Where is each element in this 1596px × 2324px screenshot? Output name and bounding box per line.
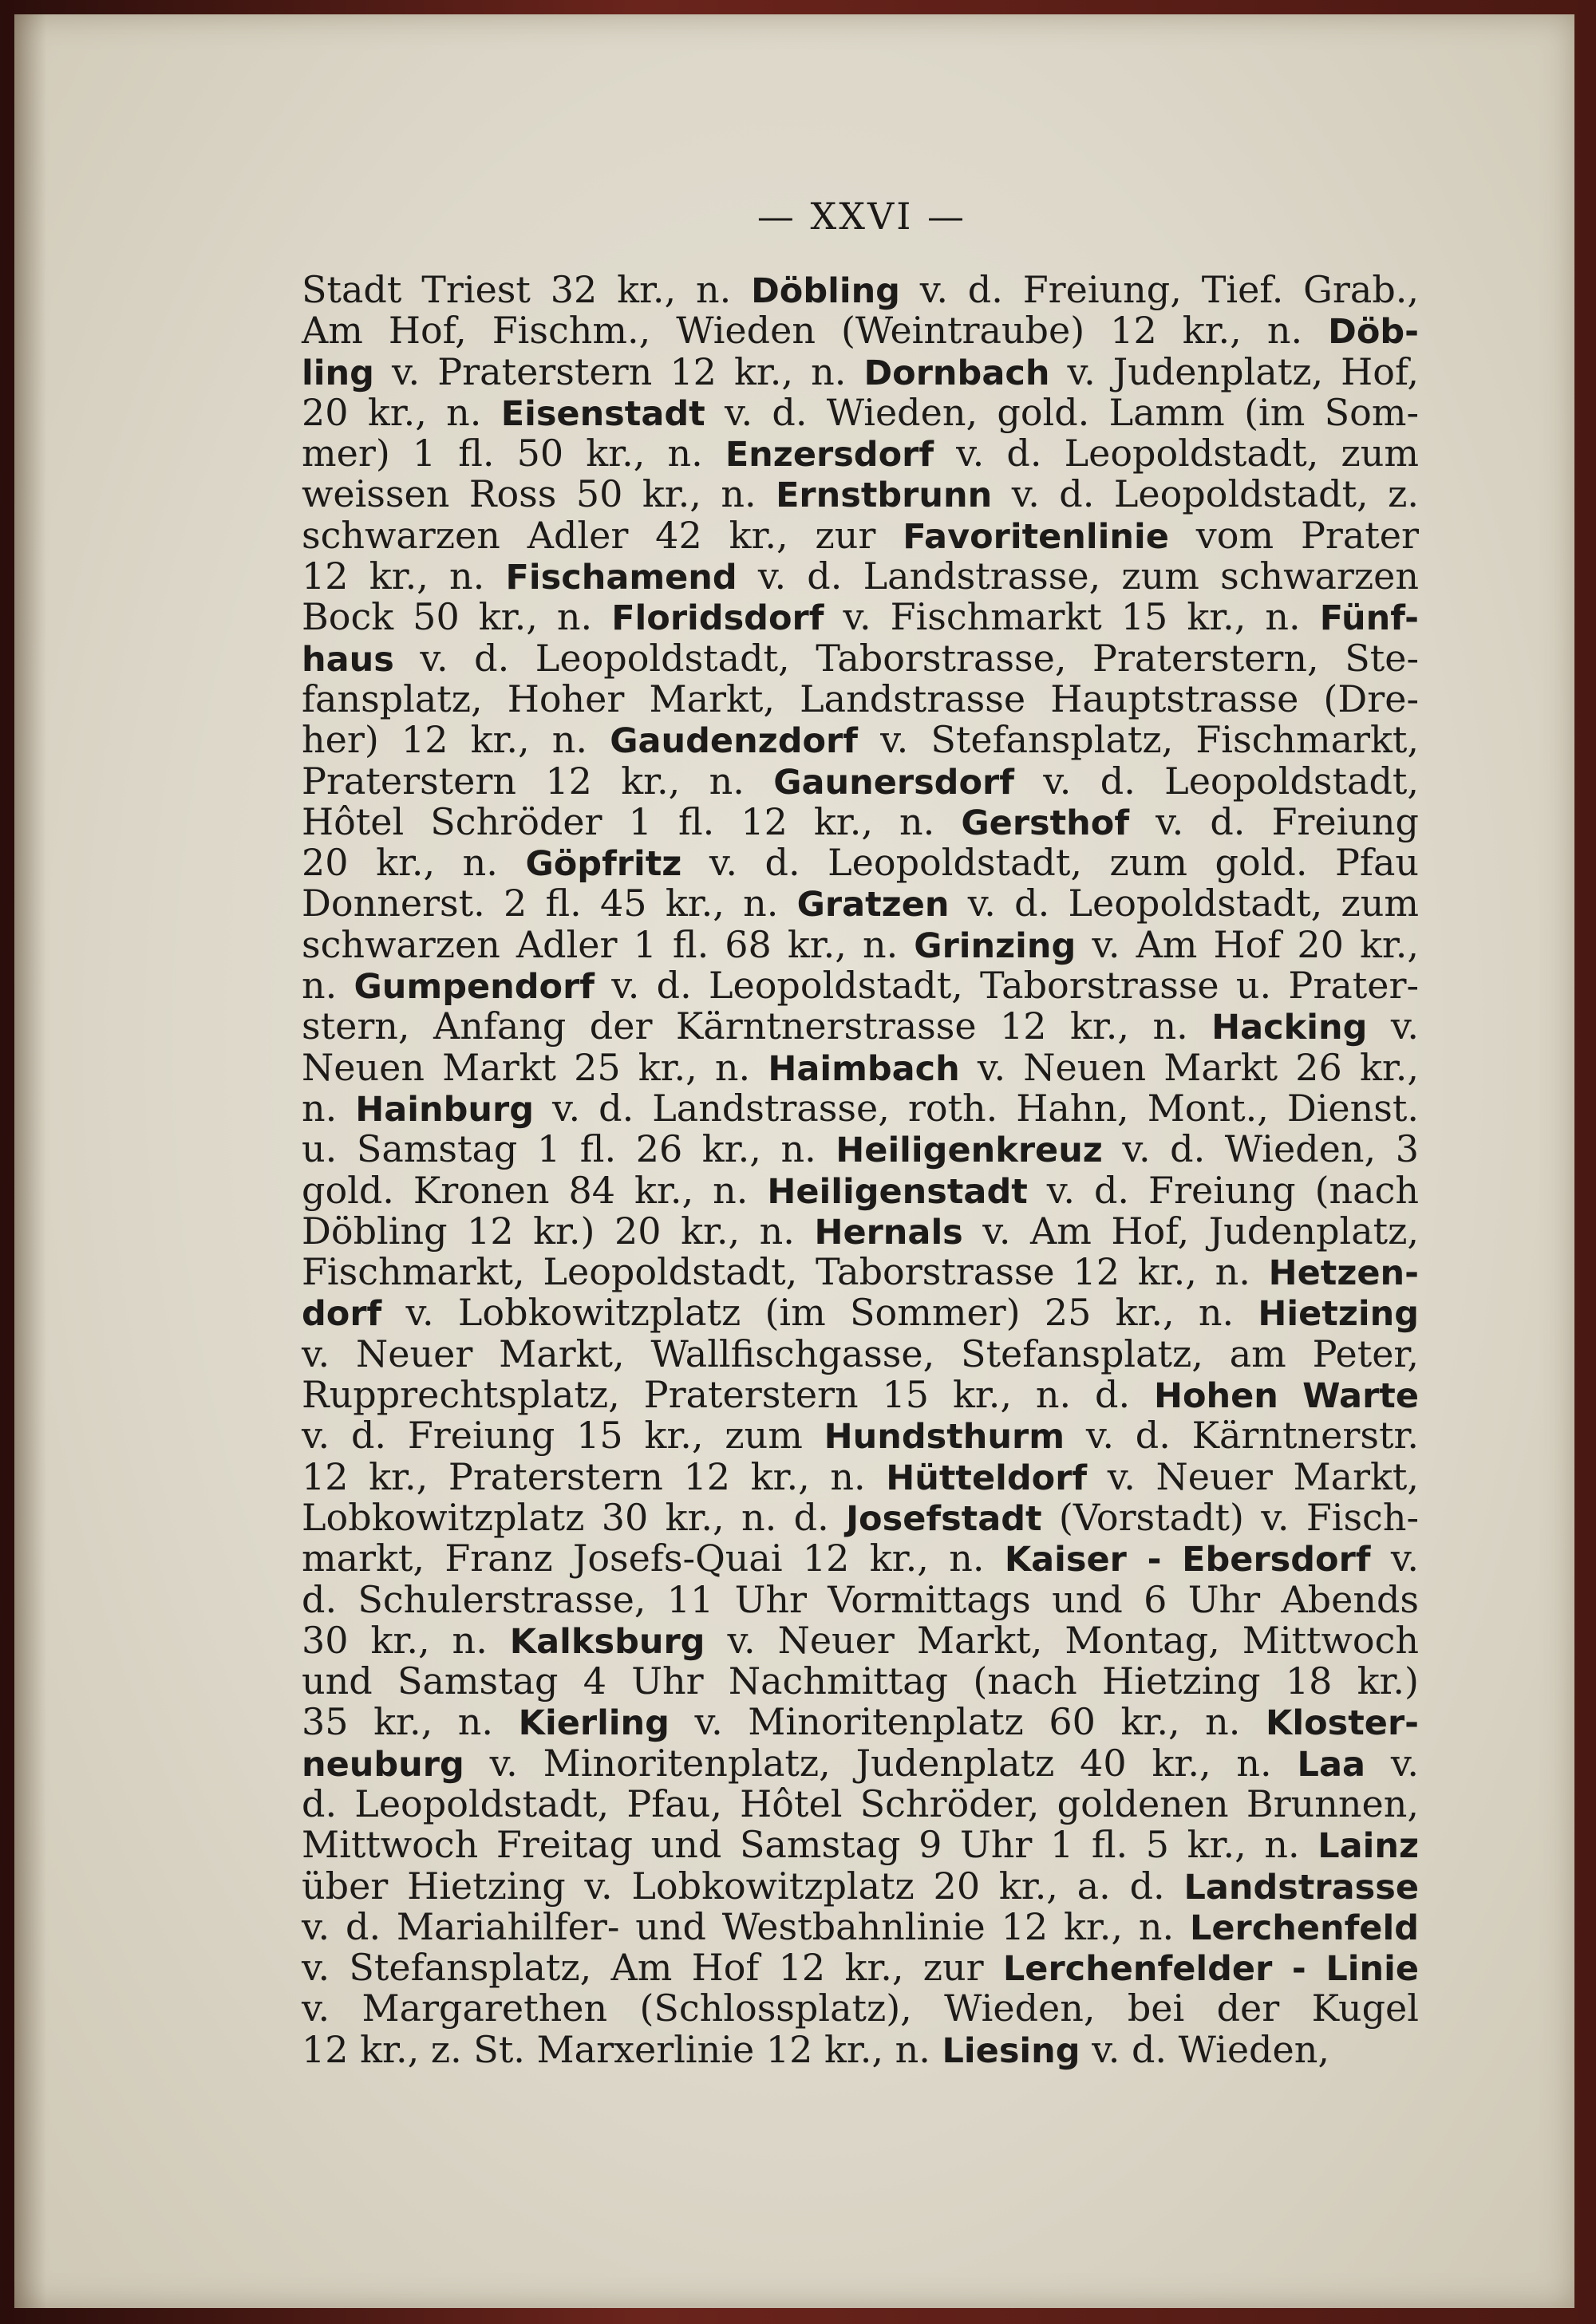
text-run: v. Lobkowitzplatz (im Sommer) 25 kr., n. [381, 1291, 1258, 1335]
text-run: v. d. Freiung [1129, 799, 1420, 843]
text-run: v. d. Leopoldstadt, zum gold. Pfau [681, 841, 1420, 885]
place-name: Hacking [1211, 1008, 1368, 1048]
text-run: Donnerst. 2 fl. 45 kr., n. [302, 882, 797, 925]
text-line [302, 842, 1419, 883]
place-name: Grinzing [914, 925, 1077, 966]
text-line [302, 1866, 1419, 1907]
text-line [302, 597, 1419, 637]
text-line [302, 1211, 1419, 1252]
text-run: v. Neuer Markt, Wallfischgasse, Stefansplatz, am Peter, [302, 1332, 1419, 1375]
text-line [302, 310, 1419, 351]
text-run: 20 kr., n. [302, 390, 501, 434]
text-run: markt, Franz Josefs-Quai 12 kr., n. [302, 1537, 1005, 1580]
text-line [302, 799, 1420, 843]
place-name: Hundsthurm [824, 1417, 1065, 1458]
text-line [302, 1781, 1419, 1825]
text-run: vom Prater [1168, 513, 1420, 557]
text-run: Döbling 12 kr.) 20 kr., n. [302, 1209, 815, 1253]
place-name: Dornbach [863, 353, 1050, 393]
text-run: v. Minoritenplatz, Judenplatz 40 kr., n. [464, 1741, 1298, 1785]
text-run: v. d. Freiung (nach [1027, 1168, 1419, 1212]
place-name: Kloster- [1266, 1703, 1419, 1744]
place-name: haus [302, 639, 394, 680]
text-run: v. Stefansplatz, Fischmarkt, [857, 718, 1419, 762]
text-run: v. d. Leopoldstadt, z. [992, 472, 1419, 516]
place-name: Gaunersdorf [773, 762, 1014, 803]
place-name: Hütteldorf [886, 1458, 1088, 1498]
text-run: v. Neuer Markt, [1087, 1454, 1420, 1498]
text-run: v. Neuer Markt, Montag, Mittwoch [705, 1618, 1419, 1662]
place-name: Lerchenfeld [1189, 1908, 1419, 1948]
text-run: Am Hof, Fischm., Wieden (Weintraube) 12 kr., n. [302, 309, 1329, 353]
text-line [302, 1045, 1419, 1089]
place-name: Gumpendorf [354, 967, 595, 1008]
text-line [302, 1375, 1419, 1415]
text-line [302, 761, 1419, 802]
text-line [302, 1088, 1419, 1129]
text-run: weissen Ross 50 kr., n. [302, 472, 776, 516]
place-name: neuburg [302, 1744, 464, 1785]
text-run: v. Am Hof, Judenplatz, [962, 1209, 1419, 1253]
place-name: Hohen Warte [1154, 1376, 1419, 1417]
text-run: n. [302, 964, 354, 1008]
text-run: d. Schulerstrasse, 11 Uhr Vormittags und 6 Uhr Abends [302, 1577, 1419, 1621]
page-gutter-shadow [14, 14, 46, 2308]
text-line [302, 1006, 1419, 1047]
text-line [302, 1988, 1419, 2029]
text-run: Fischmarkt, Leopoldstadt, Taborstrasse 12 kr., n. [302, 1250, 1269, 1294]
place-name: Fischamend [505, 558, 737, 598]
text-run: Bock 50 kr., n. [302, 595, 612, 639]
text-run: v. [1365, 1741, 1419, 1785]
text-line [302, 965, 1419, 1006]
place-name: Josefstadt [846, 1498, 1042, 1539]
text-line [302, 515, 1419, 556]
text-run: stern, Anfang der Kärntnerstrasse 12 kr., n. [302, 1004, 1212, 1048]
place-name: dorf [302, 1294, 382, 1335]
text-run: 12 kr., Praterstern 12 kr., n. [302, 1454, 887, 1498]
text-run: Lobkowitzplatz 30 kr., n. d. [302, 1495, 847, 1539]
place-name: Döbling [751, 271, 900, 311]
text-run: her) 12 kr., n. [302, 718, 610, 762]
text-run: Neuen Markt 25 kr., n. [302, 1045, 768, 1089]
place-name: Laa [1297, 1744, 1365, 1785]
page-body-text [302, 270, 1419, 2070]
text-run: v. Judenplatz, Hof, [1049, 349, 1420, 393]
text-run: über Hietzing v. Lobkowitzplatz 20 kr., a. d. [302, 1864, 1184, 1908]
place-name: Landstrasse [1183, 1867, 1419, 1908]
text-line [302, 1702, 1419, 1742]
text-line [302, 679, 1419, 720]
text-line [302, 1743, 1419, 1784]
place-name: Heiligenkreuz [836, 1130, 1103, 1171]
text-line [302, 1415, 1419, 1456]
text-run: v. Fischmarkt 15 kr., n. [824, 595, 1320, 639]
text-run: v. d. Leopoldstadt, Taborstrasse u. Prater- [595, 964, 1419, 1008]
text-line [302, 390, 1419, 434]
text-line [302, 349, 1420, 393]
text-line [302, 1252, 1419, 1292]
text-line [302, 1170, 1419, 1211]
text-run: v. [1367, 1004, 1419, 1048]
text-line [302, 883, 1419, 924]
text-run: Hôtel Schröder 1 fl. 12 kr., n. [302, 799, 962, 843]
text-run: v. Praterstern 12 kr., n. [373, 349, 864, 393]
text-line [302, 1454, 1420, 1498]
text-run: v. d. Leopoldstadt, [1013, 759, 1419, 803]
text-line [302, 720, 1419, 760]
text-line [302, 1620, 1419, 1661]
place-name: Döb- [1328, 312, 1419, 353]
text-run: v. d. Kärntnerstr. [1065, 1414, 1420, 1458]
text-run: v. d. Wieden, [1080, 2027, 1329, 2071]
text-run: v. d. Freiung, Tief. Grab., [899, 268, 1420, 311]
place-name: Gersthof [961, 803, 1130, 843]
place-name: Favoritenlinie [903, 516, 1169, 557]
text-line [302, 1334, 1419, 1375]
text-line [302, 1129, 1419, 1170]
place-name: Göpfritz [525, 844, 682, 885]
text-line [302, 433, 1419, 474]
text-run: 12 kr., z. St. Marxerlinie 12 kr., n. [302, 2027, 942, 2071]
text-run: und Samstag 4 Uhr Nachmittag (nach Hietzing 18 kr.) [302, 1659, 1419, 1703]
text-line [302, 638, 1419, 679]
place-name: Lerchenfelder - Linie [1002, 1949, 1419, 1990]
text-run: Praterstern 12 kr., n. [302, 759, 774, 803]
text-run: 12 kr., n. [302, 554, 506, 598]
text-line [302, 1904, 1419, 1948]
place-name: Ernstbrunn [776, 475, 993, 516]
place-name: Hernals [814, 1212, 963, 1253]
place-name: Hainburg [355, 1089, 534, 1130]
place-name: Lainz [1317, 1826, 1419, 1867]
text-line [302, 1577, 1419, 1621]
text-run: v. [1370, 1537, 1420, 1580]
text-run: Mittwoch Freitag und Samstag 9 Uhr 1 fl. 5 kr., n. [302, 1823, 1318, 1867]
place-name: Kierling [518, 1703, 670, 1744]
text-run: (Vorstadt) v. Fisch- [1041, 1495, 1419, 1539]
text-run: v. Am Hof 20 kr., [1076, 922, 1420, 966]
text-run: gold. Kronen 84 kr., n. [302, 1168, 768, 1212]
text-line [302, 2027, 1419, 2071]
text-run: n. [302, 1086, 356, 1130]
text-run: v. Minoritenplatz 60 kr., n. [669, 1700, 1266, 1744]
text-run: fansplatz, Hoher Markt, Landstrasse Hauptstrasse (Dre- [302, 677, 1419, 720]
place-name: Heiligenstadt [767, 1171, 1028, 1212]
place-name: Kaiser - Ebersdorf [1004, 1540, 1371, 1580]
place-name: Enzersdorf [725, 435, 934, 475]
text-run: v. d. Leopoldstadt, zum [949, 882, 1419, 925]
text-line [302, 1497, 1419, 1538]
text-run: v. d. Landstrasse, roth. Hahn, Mont., Dienst. [534, 1086, 1419, 1130]
place-name: Eisenstadt [500, 393, 705, 434]
place-name: Floridsdorf [611, 598, 824, 639]
text-run: v. d. Landstrasse, zum schwarzen [737, 554, 1419, 598]
text-run: u. Samstag 1 fl. 26 kr., n. [302, 1127, 836, 1171]
text-run: schwarzen Adler 1 fl. 68 kr., n. [302, 922, 915, 966]
place-name: Liesing [942, 2030, 1080, 2071]
text-line [302, 1947, 1419, 1988]
text-run: 20 kr., n. [302, 841, 526, 885]
text-run: v. Neuen Markt 26 kr., [959, 1045, 1419, 1089]
text-run: v. Margarethen (Schlossplatz), Wieden, bei der Kugel [302, 1987, 1419, 2030]
text-line [302, 922, 1420, 966]
place-name: Fünf- [1319, 598, 1419, 639]
text-run: v. d. Wieden, gold. Lamm (im Som- [705, 390, 1419, 434]
text-run: v. Stefansplatz, Am Hof 12 kr., zur [302, 1946, 1003, 1990]
place-name: Hetzen- [1268, 1253, 1419, 1294]
text-line [302, 270, 1419, 310]
text-line [302, 1292, 1419, 1333]
text-line [302, 474, 1419, 515]
text-line [302, 1825, 1419, 1865]
text-run: v. d. Freiung 15 kr., zum [302, 1414, 824, 1458]
place-name: ling [302, 353, 374, 393]
place-name: Haimbach [768, 1048, 960, 1089]
text-run: Rupprechtsplatz, Praterstern 15 kr., n. d. [302, 1373, 1154, 1417]
page-number-header: — XXVI — [757, 195, 967, 238]
text-run: schwarzen Adler 42 kr., zur [302, 513, 903, 557]
text-run: Stadt Triest 32 kr., n. [302, 268, 752, 311]
text-run: 30 kr., n. [302, 1618, 510, 1662]
text-line [302, 556, 1419, 597]
text-run: mer) 1 fl. 50 kr., n. [302, 432, 725, 475]
text-line [302, 1538, 1419, 1579]
place-name: Hietzing [1258, 1294, 1419, 1335]
text-run: v. d. Wieden, 3 [1102, 1127, 1419, 1171]
text-run: 35 kr., n. [302, 1700, 519, 1744]
place-name: Gaudenzdorf [610, 721, 858, 762]
text-line [302, 1661, 1419, 1702]
text-run: d. Leopoldstadt, Pfau, Hôtel Schröder, goldenen Brunnen, [302, 1781, 1419, 1825]
text-run: v. d. Leopoldstadt, Taborstrasse, Praterstern, Ste- [393, 636, 1419, 680]
place-name: Kalksburg [509, 1621, 705, 1662]
place-name: Gratzen [796, 885, 950, 925]
text-run: v. d. Mariahilfer- und Westbahnlinie 12 kr., n. [302, 1904, 1190, 1948]
text-run: v. d. Leopoldstadt, zum [934, 432, 1419, 475]
